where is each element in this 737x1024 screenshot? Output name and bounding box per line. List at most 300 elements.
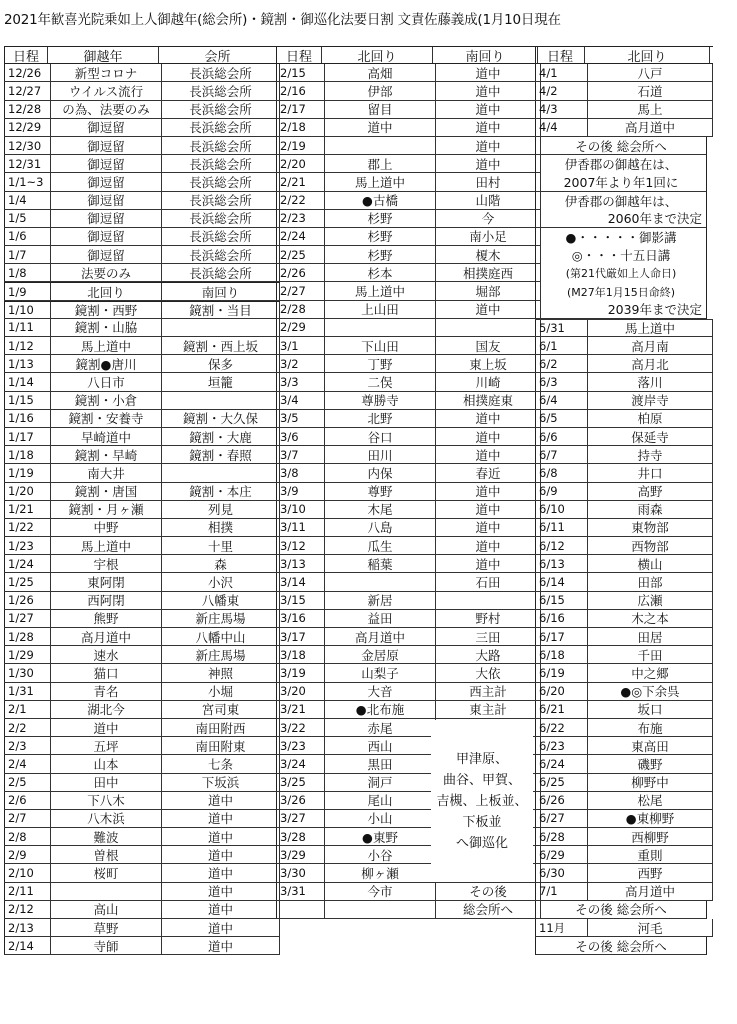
date-cell: 2/29 <box>276 319 325 336</box>
place-cell: 道中 <box>436 519 541 536</box>
date-cell: 1/29 <box>4 646 51 663</box>
date-cell: 3/29 <box>276 846 325 863</box>
table-row <box>4 555 280 573</box>
table-row <box>276 228 541 246</box>
date-cell: 6/17 <box>535 628 588 645</box>
place-cell: 馬上道中 <box>325 282 436 299</box>
table-row <box>535 664 713 682</box>
date-cell: 1/20 <box>4 483 51 500</box>
table-row <box>4 483 280 501</box>
table-row <box>535 319 713 337</box>
place-cell: 早崎道中 <box>51 428 162 445</box>
place-cell: 杉野 <box>325 228 436 245</box>
table-row <box>4 937 280 955</box>
place-cell: 渡岸寺 <box>588 392 713 409</box>
place-cell: 大路 <box>436 646 541 663</box>
place-cell: 赤尾 <box>325 719 436 736</box>
table-row <box>4 392 280 410</box>
date-cell: 3/26 <box>276 792 325 809</box>
legend-note: (第21代厳如上人命日) <box>535 264 707 282</box>
place-cell: 尊野 <box>325 483 436 500</box>
place-cell: 西山 <box>325 737 436 754</box>
place-cell: 東阿閉 <box>51 573 162 590</box>
date-cell: 6/20 <box>535 683 588 700</box>
place-cell: 御逗留 <box>51 119 162 136</box>
table-row <box>535 846 713 864</box>
place-cell: 西主計 <box>436 683 541 700</box>
date-cell: 2/3 <box>4 737 51 754</box>
place-cell: 長浜総会所 <box>162 101 280 118</box>
date-cell: 1/17 <box>4 428 51 445</box>
date-cell: 3/10 <box>276 501 325 518</box>
date-cell: 3/27 <box>276 810 325 827</box>
place-cell: 留目 <box>325 101 436 118</box>
legend-note: 2060年まで決定 <box>535 210 707 228</box>
date-cell: 3/18 <box>276 646 325 663</box>
place-cell: 八戸 <box>588 64 713 81</box>
place-cell: 七条 <box>162 755 280 772</box>
place-cell: ウイルス流行 <box>51 82 162 99</box>
place-cell: 河毛 <box>588 919 713 936</box>
date-cell: 3/31 <box>276 883 325 900</box>
place-cell: 持寺 <box>588 446 713 463</box>
date-cell: 2/7 <box>4 810 51 827</box>
place-cell: 千田 <box>588 646 713 663</box>
place-cell: 谷口 <box>325 428 436 445</box>
place-cell: 道中 <box>436 483 541 500</box>
table-row <box>4 846 280 864</box>
place-cell: 田居 <box>588 628 713 645</box>
table-row <box>4 446 280 464</box>
date-cell: 2/26 <box>276 264 325 281</box>
table-row <box>4 355 280 373</box>
table-row <box>4 173 280 191</box>
place-cell: 道中 <box>162 937 280 954</box>
place-cell: 道中 <box>436 82 541 99</box>
place-cell: 道中 <box>436 119 541 136</box>
table-row <box>535 828 713 846</box>
place-cell: 鏡割・早崎 <box>51 446 162 463</box>
place-cell: 横山 <box>588 555 713 572</box>
place-cell: 湖北今 <box>51 701 162 718</box>
place-cell: 高月道中 <box>588 119 713 136</box>
place-cell: 国友 <box>436 337 541 354</box>
place-cell: ●東野 <box>325 828 436 845</box>
place-cell: ●古橋 <box>325 192 436 209</box>
table-row <box>4 464 280 482</box>
place-cell: 馬上道中 <box>51 337 162 354</box>
place-cell <box>162 392 280 409</box>
date-cell: 12/26 <box>4 64 51 81</box>
legend-note: 伊香郡の御越在は、 <box>535 155 707 173</box>
table-row <box>4 64 280 82</box>
place-cell: 洞戸 <box>325 774 436 791</box>
place-cell: 道中 <box>162 901 280 918</box>
place-cell: 法要のみ <box>51 264 162 281</box>
table-row <box>535 555 713 573</box>
date-cell: 6/3 <box>535 373 588 390</box>
date-cell: 6/2 <box>535 355 588 372</box>
table-row <box>4 101 280 119</box>
date-cell: 3/25 <box>276 774 325 791</box>
date-cell: 3/14 <box>276 573 325 590</box>
date-cell: 6/5 <box>535 410 588 427</box>
place-cell: 長浜総会所 <box>162 246 280 263</box>
merged-note-line: 下板並 <box>462 814 502 830</box>
date-cell: 6/1 <box>535 337 588 354</box>
place-cell: 木之本 <box>588 610 713 627</box>
date-cell: 12/31 <box>4 155 51 172</box>
place-cell: 難波 <box>51 828 162 845</box>
table-row <box>276 628 541 646</box>
date-cell: 6/28 <box>535 828 588 845</box>
place-cell: 大音 <box>325 683 436 700</box>
place-cell: 八幡中山 <box>162 628 280 645</box>
date-cell: 3/28 <box>276 828 325 845</box>
merged-note-line: 曲谷、甲賀、 <box>442 772 521 788</box>
table-row <box>276 210 541 228</box>
table-row <box>535 537 713 555</box>
date-cell: 1/6 <box>4 228 51 245</box>
place-cell: 高月北 <box>588 355 713 372</box>
table-row <box>4 155 280 173</box>
place-cell: 高月道中 <box>325 628 436 645</box>
place-cell: 瓜生 <box>325 537 436 554</box>
date-cell: 1/23 <box>4 537 51 554</box>
date-cell: 6/9 <box>535 483 588 500</box>
date-cell: 4/3 <box>535 101 588 118</box>
table-row <box>4 719 280 737</box>
date-cell: 2/6 <box>4 792 51 809</box>
place-cell: 御逗留 <box>51 137 162 154</box>
table-row <box>276 373 541 391</box>
place-cell: 重則 <box>588 846 713 863</box>
table-row <box>535 883 713 901</box>
place-cell: 稲葉 <box>325 555 436 572</box>
table-row <box>276 319 541 337</box>
place-cell: 田川 <box>325 446 436 463</box>
table-row <box>4 737 280 755</box>
place-cell: 道中 <box>436 446 541 463</box>
table-header <box>276 46 541 64</box>
table-row <box>4 301 280 319</box>
legend-note: ●・・・・・御影講 <box>535 228 707 246</box>
date-cell: 6/16 <box>535 610 588 627</box>
place-cell: 杉野 <box>325 246 436 263</box>
table-row <box>276 137 541 155</box>
date-cell: 3/21 <box>276 701 325 718</box>
place-cell: 鏡割・本庄 <box>162 483 280 500</box>
table-header <box>4 46 280 64</box>
date-cell: 2/2 <box>4 719 51 736</box>
place-cell: 長浜総会所 <box>162 192 280 209</box>
date-cell: 12/28 <box>4 101 51 118</box>
table-row <box>4 628 280 646</box>
date-cell: 3/6 <box>276 428 325 445</box>
place-cell: 速水 <box>51 646 162 663</box>
place-cell: 布施 <box>588 719 713 736</box>
table-row <box>4 701 280 719</box>
place-cell: 小堀 <box>162 683 280 700</box>
place-cell: 西柳野 <box>588 828 713 845</box>
date-cell: 2/25 <box>276 246 325 263</box>
table-row <box>535 101 713 119</box>
place-cell: 尊勝寺 <box>325 392 436 409</box>
date-cell: 2/20 <box>276 155 325 172</box>
place-cell: 道中 <box>162 810 280 827</box>
place-cell <box>436 592 541 609</box>
place-cell: 西野 <box>588 864 713 881</box>
place-cell <box>325 137 436 154</box>
table-row <box>276 173 541 191</box>
table-row <box>276 410 541 428</box>
place-cell: 森 <box>162 555 280 572</box>
place-cell: 内保 <box>325 464 436 481</box>
date-cell: 1/15 <box>4 392 51 409</box>
table-row <box>535 64 713 82</box>
place-cell: 北野 <box>325 410 436 427</box>
place-cell: 道中 <box>436 555 541 572</box>
place-cell: 保多 <box>162 355 280 372</box>
table-row <box>276 355 541 373</box>
place-cell: ●北布施 <box>325 701 436 718</box>
table-row <box>535 501 713 519</box>
place-cell: 馬上道中 <box>588 320 713 336</box>
place-cell: 柳野中 <box>588 774 713 791</box>
table-row <box>276 901 541 919</box>
column-header: 日程 <box>4 47 48 63</box>
place-cell: 相撲庭西 <box>436 264 541 281</box>
place-cell: 長浜総会所 <box>162 210 280 227</box>
place-cell: 鏡割・当目 <box>162 302 280 318</box>
place-cell: 八日市 <box>51 373 162 390</box>
place-cell <box>325 319 436 336</box>
place-cell: 杉本 <box>325 264 436 281</box>
place-cell: 道中 <box>436 428 541 445</box>
table-row <box>535 792 713 810</box>
place-cell: 上山田 <box>325 301 436 318</box>
date-cell: 3/12 <box>276 537 325 554</box>
table-row <box>276 573 541 591</box>
merged-tour-note <box>431 720 533 882</box>
place-cell: 下山田 <box>325 337 436 354</box>
table-row <box>4 82 280 100</box>
place-cell: 小谷 <box>325 846 436 863</box>
place-cell: 八木浜 <box>51 810 162 827</box>
table-row <box>276 664 541 682</box>
place-cell: 御逗留 <box>51 246 162 263</box>
place-cell: 大依 <box>436 664 541 681</box>
table-row <box>276 392 541 410</box>
table-row <box>535 774 713 792</box>
place-cell: 磯野 <box>588 755 713 772</box>
table-row <box>276 519 541 537</box>
date-cell: 2/16 <box>276 82 325 99</box>
table-row <box>535 119 713 137</box>
date-cell: 6/22 <box>535 719 588 736</box>
place-cell: 東高田 <box>588 737 713 754</box>
table-row <box>4 610 280 628</box>
place-cell: 長浜総会所 <box>162 264 280 281</box>
table-row <box>535 737 713 755</box>
date-cell: 2/5 <box>4 774 51 791</box>
place-cell: 道中 <box>162 919 280 936</box>
place-cell: 寺師 <box>51 937 162 954</box>
table-row <box>276 483 541 501</box>
table-row <box>4 901 280 919</box>
table-row <box>4 319 280 337</box>
place-cell: 神照 <box>162 664 280 681</box>
table-row <box>276 282 541 300</box>
merged-note-line: へ御巡化 <box>455 835 508 851</box>
date-cell: 6/26 <box>535 792 588 809</box>
table-row <box>276 646 541 664</box>
date-cell: 3/4 <box>276 392 325 409</box>
table-row <box>4 592 280 610</box>
date-cell: 1/1~3 <box>4 173 51 190</box>
place-cell: 山本 <box>51 755 162 772</box>
place-cell: 東主計 <box>436 701 541 718</box>
table-row <box>4 373 280 391</box>
table-row <box>535 428 713 446</box>
date-cell: 2/15 <box>276 64 325 81</box>
place-cell: 五坪 <box>51 737 162 754</box>
date-cell: 4/2 <box>535 82 588 99</box>
table-row <box>535 592 713 610</box>
place-cell: 南大井 <box>51 464 162 481</box>
date-cell: 2/18 <box>276 119 325 136</box>
table-row <box>276 101 541 119</box>
place-cell: 道中 <box>436 64 541 81</box>
table-row <box>276 264 541 282</box>
place-cell <box>162 319 280 336</box>
date-cell: 1/25 <box>4 573 51 590</box>
place-cell: 高畑 <box>325 64 436 81</box>
place-cell: 道中 <box>436 155 541 172</box>
date-cell: 1/7 <box>4 246 51 263</box>
place-cell: 曽根 <box>51 846 162 863</box>
date-cell: 3/8 <box>276 464 325 481</box>
place-cell: 川崎 <box>436 373 541 390</box>
place-cell: 田村 <box>436 173 541 190</box>
date-cell: 6/23 <box>535 737 588 754</box>
place-cell: 今市 <box>325 883 436 900</box>
date-cell: 5/31 <box>535 320 588 336</box>
table-row <box>4 246 280 264</box>
column-header: 南回り <box>433 47 538 63</box>
place-cell: 石田 <box>436 573 541 590</box>
date-cell: 2/21 <box>276 173 325 190</box>
table-row <box>4 210 280 228</box>
table-row <box>535 701 713 719</box>
table-1 <box>4 46 280 955</box>
place-cell: 保延寺 <box>588 428 713 445</box>
place-cell: 松尾 <box>588 792 713 809</box>
date-cell: 2/12 <box>4 901 51 918</box>
table-row <box>4 119 280 137</box>
place-cell: 十里 <box>162 537 280 554</box>
place-cell: 馬上 <box>588 101 713 118</box>
legend-note: (M27年1月15日命終) <box>535 282 707 300</box>
place-cell: 八幡東 <box>162 592 280 609</box>
table-row <box>4 264 280 282</box>
table-row <box>4 573 280 591</box>
column-header: 御越年 <box>48 47 159 63</box>
date-cell: 6/30 <box>535 864 588 881</box>
date-cell: 1/10 <box>4 302 51 318</box>
place-cell: 青名 <box>51 683 162 700</box>
date-cell: 3/23 <box>276 737 325 754</box>
date-cell: 2/9 <box>4 846 51 863</box>
place-cell: 井口 <box>588 464 713 481</box>
date-cell: 3/7 <box>276 446 325 463</box>
date-cell: 3/19 <box>276 664 325 681</box>
place-cell: 下八木 <box>51 792 162 809</box>
place-cell: 鏡割・西野 <box>51 302 162 318</box>
place-cell <box>162 464 280 481</box>
place-cell: 坂口 <box>588 701 713 718</box>
place-cell: 相撲 <box>162 519 280 536</box>
date-cell: 2/1 <box>4 701 51 718</box>
table-row <box>276 337 541 355</box>
table-row <box>535 392 713 410</box>
place-cell: 道中 <box>436 137 541 154</box>
place-cell: 長浜総会所 <box>162 64 280 81</box>
place-cell: 御逗留 <box>51 192 162 209</box>
place-cell: 鏡割・山脇 <box>51 319 162 336</box>
place-cell: 宇根 <box>51 555 162 572</box>
place-cell <box>436 319 541 336</box>
table-row <box>276 610 541 628</box>
date-cell: 6/11 <box>535 519 588 536</box>
table-row <box>4 228 280 246</box>
table-row <box>276 301 541 319</box>
place-cell: 道中 <box>162 828 280 845</box>
place-cell: 総会所へ <box>436 901 541 918</box>
date-cell: 1/21 <box>4 501 51 518</box>
place-cell: 西物部 <box>588 537 713 554</box>
place-cell: 道中 <box>325 119 436 136</box>
column-header: 北回り <box>322 47 433 63</box>
table-row <box>4 537 280 555</box>
merged-note-line: 吉槻、上板並、 <box>436 793 528 809</box>
table-row <box>4 282 280 300</box>
table-row <box>276 592 541 610</box>
place-cell: の為、法要のみ <box>51 101 162 118</box>
place-cell: 益田 <box>325 610 436 627</box>
table-row <box>535 519 713 537</box>
table-row <box>535 646 713 664</box>
place-cell: 山梨子 <box>325 664 436 681</box>
table-row <box>535 628 713 646</box>
date-cell: 6/15 <box>535 592 588 609</box>
table-2 <box>276 46 541 919</box>
date-cell: 12/29 <box>4 119 51 136</box>
place-cell: 道中 <box>436 410 541 427</box>
place-cell: 木尾 <box>325 501 436 518</box>
date-cell: 3/20 <box>276 683 325 700</box>
table-row <box>535 610 713 628</box>
date-cell: 1/27 <box>4 610 51 627</box>
place-cell: 二俣 <box>325 373 436 390</box>
table-row <box>276 428 541 446</box>
table-header <box>535 46 713 64</box>
date-cell: 6/7 <box>535 446 588 463</box>
place-cell: 長浜総会所 <box>162 228 280 245</box>
table-row <box>276 501 541 519</box>
place-cell: 中野 <box>51 519 162 536</box>
table-row <box>4 428 280 446</box>
